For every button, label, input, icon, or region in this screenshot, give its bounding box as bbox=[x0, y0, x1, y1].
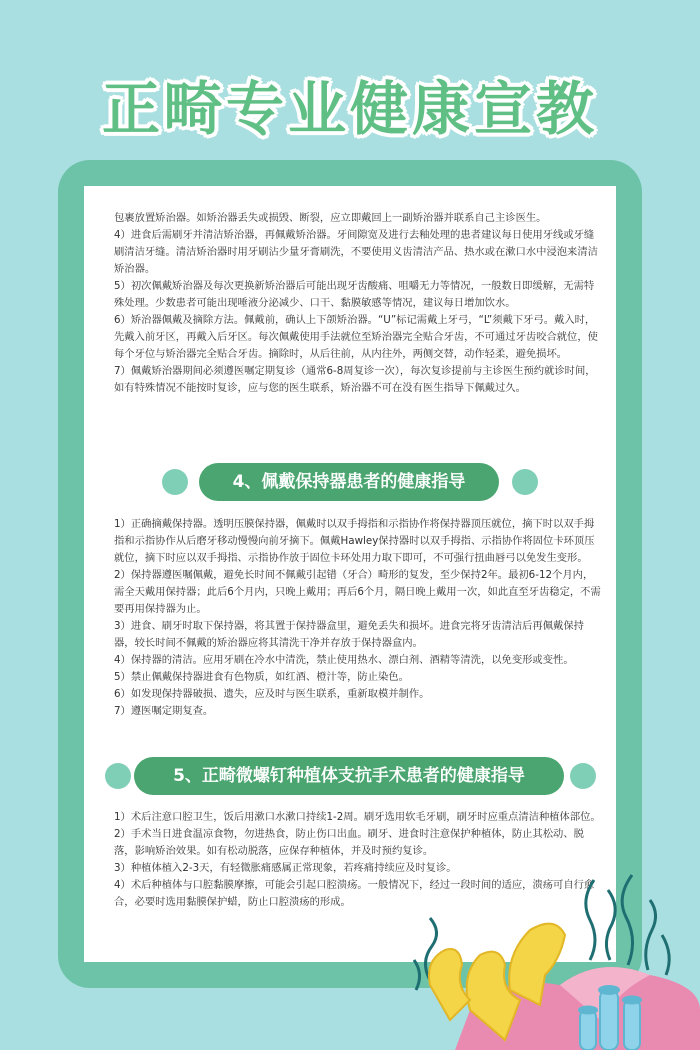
section4-item: 6）如发现保持器破损、遗失，应及时与医生联系，重新取模并制作。 bbox=[114, 688, 430, 700]
intro-paragraph: 4）进食后需刷牙并清洁矫治器，再佩戴矫治器。牙间隙宽及进行去釉处理的患者建议每日使用牙线或牙缝刷清洁牙缝。清洁矫治器时用牙刷沾少量牙膏刷洗，不要使用义齿清洁产品、热水或在漱口水中浸泡来清洁矫治器。 bbox=[114, 229, 598, 275]
intro-paragraph: 包裹放置矫治器。如矫治器丢失或损毁、断裂，应立即戴回上一副矫治器并联系自己主诊医生。 bbox=[114, 212, 547, 224]
section4-item: 1）正确摘戴保持器。透明压膜保持器，佩戴时以双手拇指和示指协作将保持器顶压就位，摘下时以双手拇指和示指协作从后磨牙移动慢慢向前牙摘下。佩戴Hawley保持器时以双手拇指、示指协作将固位卡环顶压就位，摘下时应以双手拇指、示指协作放于固位卡环处用力取下即可，不可强行扭曲唇弓以免发生变形。 bbox=[114, 518, 595, 564]
section4-item: 4）保持器的清洁。应用牙刷在冷水中清洗，禁止使用热水、漂白剂、酒精等清洗，以免变形或变性。 bbox=[114, 654, 574, 666]
section5-heading: 5、正畸微螺钉种植体支抗手术患者的健康指导 bbox=[134, 757, 564, 795]
intro-paragraph: 6）矫治器佩戴及摘除方法。佩戴前，确认上下颌矫治器。“U”标记需戴上牙弓，“L”须戴下牙弓。戴入时，先戴入前牙区，再戴入后牙区。每次佩戴使用手法就位至矫治器完全贴合牙齿，不可通过牙齿咬合就位，使每个牙位与矫治器完全贴合牙齿。摘除时，从后往前，从内往外，两侧交替，动作轻柔，避免损坏。 bbox=[114, 314, 598, 360]
section5-item: 3）种植体植入2-3天，有轻微胀痛感属正常现象，若疼痛持续应及时复诊。 bbox=[114, 862, 457, 874]
section4-heading: 4、佩戴保持器患者的健康指导 bbox=[199, 463, 499, 501]
section4-item: 3）进食、刷牙时取下保持器，将其置于保持器盒里，避免丢失和损坏。进食完将牙齿清洁后再佩戴保持器，较长时间不佩戴的矫治器应将其清洗干净并存放于保持器盒内。 bbox=[114, 620, 584, 649]
section5-item: 4）术后种植体与口腔黏膜摩擦，可能会引起口腔溃疡。一般情况下，经过一段时间的适应，溃疡可自行愈合，必要时选用黏膜保护蜡，防止口腔溃疡的形成。 bbox=[114, 879, 595, 908]
page-title: 正畸专业健康宣教 bbox=[101, 75, 598, 143]
section4-item: 2）保持器遵医嘱佩戴，避免长时间不佩戴引起错（牙合）畸形的复发，至少保持2年。最初6-12个月内，需全天戴用保持器；此后6个月内，只晚上戴用；再后6个月，隔日晚上戴用一次，如此直至牙齿稳定，不需要再用保持器为止。 bbox=[114, 569, 601, 615]
section4-item: 7）遵医嘱定期复查。 bbox=[114, 705, 214, 717]
intro-paragraph: 7）佩戴矫治器期间必须遵医嘱定期复诊（通常6-8周复诊一次），每次复诊提前与主诊医生预约就诊时间，如有特殊情况不能按时复诊，应与您的医生联系，矫治器不可在没有医生指导下佩戴过久。 bbox=[114, 365, 596, 394]
section5-item: 1）术后注意口腔卫生，饭后用漱口水漱口持续1-2周。刷牙选用软毛牙刷，刷牙时应重点清洁种植体部位。 bbox=[114, 811, 601, 823]
section5-item: 2）手术当日进食温凉食物，勿进热食，防止伤口出血。刷牙、进食时注意保护种植体，防止其松动、脱落，影响矫治效果。如有松动脱落，应保存种植体，并及时预约复诊。 bbox=[114, 828, 584, 857]
intro-paragraph: 5）初次佩戴矫治器及每次更换新矫治器后可能出现牙齿酸痛、咀嚼无力等情况，一般数日即缓解，无需特殊处理。少数患者可能出现唾液分泌减少、口干、黏膜敏感等情况，建议每日增加饮水。 bbox=[114, 280, 595, 309]
section4-item: 5）禁止佩戴保持器进食有色物质，如红酒、橙汁等，防止染色。 bbox=[114, 671, 409, 683]
